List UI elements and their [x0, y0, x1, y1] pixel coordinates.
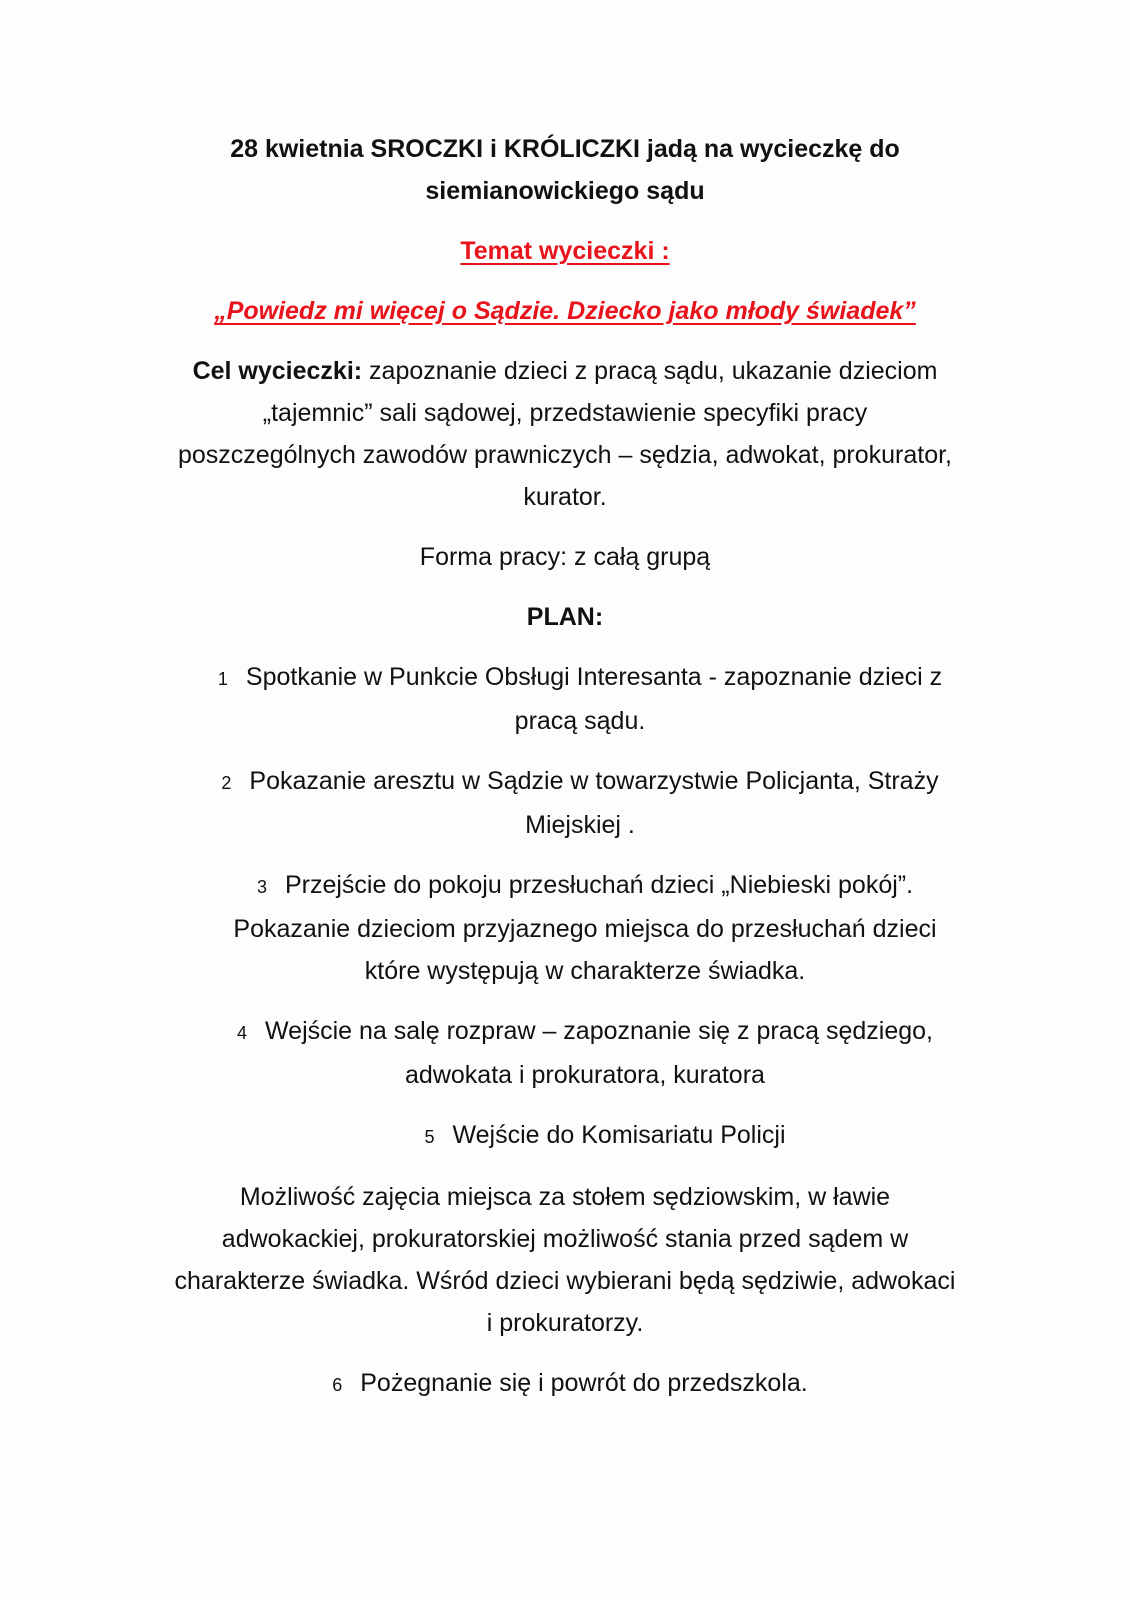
plan-item-text: Pożegnanie się i powrót do przedszkola.: [360, 1369, 808, 1397]
plan-item-2: [130, 760, 1000, 846]
plan-item-text: Przejście do pokoju przesłuchań dzieci „Niebieski pokój”.: [284, 871, 914, 899]
possibility-line-1: Możliwość zajęcia miejsca za stołem sędziowskim, w ławie: [239, 1183, 891, 1211]
goal-text-line-4: kurator.: [523, 483, 607, 511]
document-body: [130, 128, 1000, 1424]
plan-item-number: 2: [221, 773, 232, 793]
possibility-line-3: charakterze świadka. Wśród dzieci wybierani będą sędziwie, adwokaci: [174, 1267, 956, 1295]
goal-paragraph: [130, 350, 1000, 518]
possibility-line-4: i prokuratorzy.: [486, 1309, 644, 1337]
plan-item-text: Wejście na salę rozpraw – zapoznanie się z pracą sędziego,: [265, 1017, 933, 1045]
plan-item-text: Pokazanie aresztu w Sądzie w towarzystwie Policjanta, Straży: [249, 767, 939, 795]
plan-item-text: Wejście do Komisariatu Policji: [452, 1121, 786, 1149]
plan-item-3: [130, 864, 1000, 992]
plan-title: PLAN:: [526, 603, 604, 631]
plan-item-text: które występują w charakterze świadka.: [364, 957, 806, 985]
possibility-paragraph: [130, 1176, 1000, 1344]
plan-item-number: 4: [237, 1023, 248, 1043]
headline-line-1: 28 kwietnia SROCZKI i KRÓLICZKI jadą na wycieczkę do: [230, 135, 900, 163]
plan-item-text: pracą sądu.: [514, 707, 646, 735]
topic-title: „Powiedz mi więcej o Sądzie. Dziecko jako młody świadek”: [214, 297, 916, 325]
headline-line-2: siemianowickiego sądu: [425, 177, 705, 205]
plan-item-1: [130, 656, 1000, 742]
topic-label: Temat wycieczki :: [460, 237, 670, 265]
goal-text-line-3: poszczególnych zawodów prawniczych – sędzia, adwokat, prokurator,: [177, 441, 952, 469]
plan-item-number: 6: [332, 1375, 343, 1395]
goal-label: Cel wycieczki:: [192, 357, 363, 385]
plan-item-6: [130, 1362, 1000, 1406]
plan-item-5: [130, 1114, 1000, 1158]
plan-item-text: Spotkanie w Punkcie Obsługi Interesanta - zapoznanie dzieci z: [245, 663, 943, 691]
plan-item-number: 1: [217, 669, 228, 689]
possibility-line-2: adwokackiej, prokuratorskiej możliwość stania przed sądem w: [221, 1225, 909, 1253]
work-form: Forma pracy: z całą grupą: [419, 543, 711, 571]
plan-item-4: [130, 1010, 1000, 1096]
plan-item-text: Miejskiej .: [525, 811, 635, 839]
plan-item-number: 5: [424, 1127, 435, 1147]
plan-item-text: adwokata i prokuratora, kuratora: [405, 1061, 765, 1089]
goal-text-line-2: „tajemnic” sali sądowej, przedstawienie specyfiki pracy: [262, 399, 868, 427]
headline: [130, 128, 1000, 212]
plan-item-text: Pokazanie dzieciom przyjaznego miejsca do przesłuchań dzieci: [233, 915, 937, 943]
plan-item-number: 3: [256, 877, 267, 897]
goal-text-line-1: zapoznanie dzieci z pracą sądu, ukazanie dzieciom: [369, 357, 938, 385]
